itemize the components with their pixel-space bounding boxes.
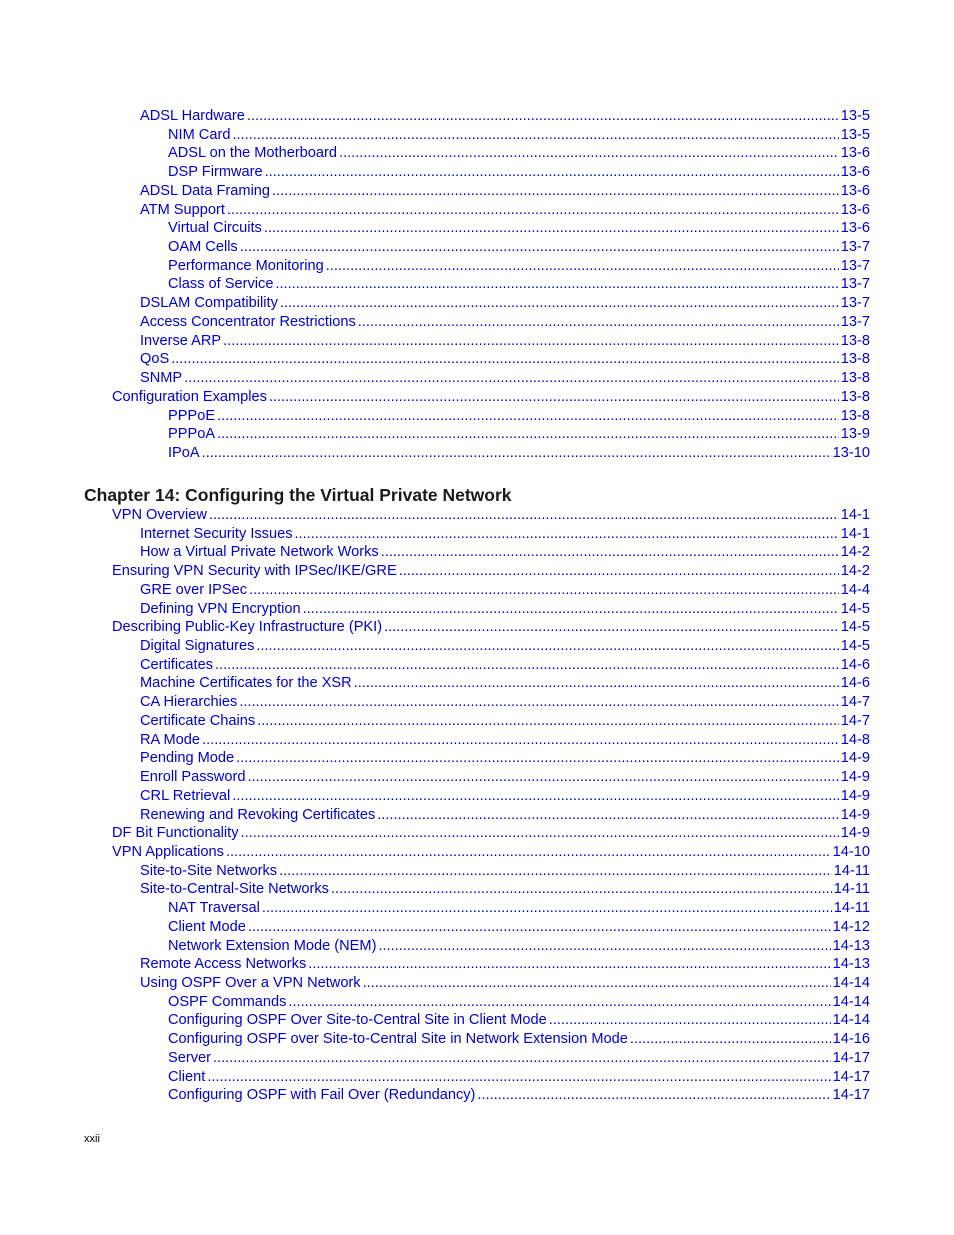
- toc-entry-title: Access Concentrator Restrictions: [140, 313, 356, 330]
- toc-entry-page: 14-14: [832, 993, 870, 1010]
- toc-entry-title: Pending Mode: [140, 750, 235, 767]
- toc-entry-title: Class of Service: [168, 276, 274, 293]
- toc-entry-title: DF Bit Functionality: [112, 825, 239, 842]
- toc-entry-page: 14-8: [840, 731, 870, 748]
- toc-entry[interactable]: [168, 163, 870, 182]
- toc-entry[interactable]: [140, 880, 870, 899]
- toc-entry[interactable]: [168, 1086, 870, 1105]
- toc-entry-page: 13-8: [840, 351, 870, 368]
- toc-entry[interactable]: [168, 993, 870, 1012]
- toc-entry-page: 14-6: [840, 656, 870, 673]
- toc-entry-title: Using OSPF Over a VPN Network: [140, 975, 361, 991]
- dot-leader: [217, 407, 839, 426]
- dot-leader: [630, 1030, 831, 1049]
- toc-entry[interactable]: [140, 107, 870, 126]
- toc-entry-title: Inverse ARP: [140, 332, 222, 349]
- toc-entry[interactable]: [140, 974, 870, 993]
- toc-entry-title: Remote Access Networks: [140, 956, 307, 973]
- toc-entry[interactable]: [112, 843, 870, 862]
- toc-entry-title: Network Extension Mode (NEM): [168, 937, 377, 954]
- toc-entry[interactable]: [140, 525, 870, 544]
- toc-entry-title: Configuration Examples: [112, 388, 267, 405]
- dot-leader: [265, 163, 839, 182]
- dot-leader: [232, 787, 838, 806]
- toc-entry-title: OSPF Commands: [168, 993, 287, 1010]
- dot-leader: [184, 369, 839, 388]
- toc-entry-page: 13-6: [840, 164, 870, 181]
- dot-leader: [213, 1049, 831, 1068]
- toc-entry[interactable]: [168, 275, 870, 294]
- toc-entry-page: 14-2: [840, 544, 870, 561]
- toc-entry-title: How a Virtual Private Network Works: [140, 544, 379, 561]
- dot-leader: [280, 294, 839, 313]
- toc-entry-title: Defining VPN Encryption: [140, 600, 301, 617]
- toc-entry-title: CRL Retrieval: [140, 787, 231, 804]
- dot-leader: [384, 618, 839, 637]
- dot-leader: [217, 425, 839, 444]
- toc-entry[interactable]: [140, 768, 870, 787]
- dot-leader: [275, 275, 838, 294]
- toc-entry-title: Renewing and Revoking Certificates: [140, 806, 376, 823]
- toc-entry-title: DSP Firmware: [168, 164, 263, 181]
- toc-entry-title: ADSL on the Motherboard: [168, 145, 338, 162]
- toc-entry[interactable]: [140, 955, 870, 974]
- toc-entry-page: 13-5: [840, 108, 870, 124]
- toc-entry-title: PPPoE: [168, 407, 216, 424]
- dot-leader: [249, 581, 839, 600]
- dot-leader: [279, 862, 832, 881]
- toc-entry-title: Machine Certificates for the XSR: [140, 675, 352, 692]
- toc-entry[interactable]: [140, 543, 870, 562]
- toc-entry-title: Client Mode: [168, 918, 246, 935]
- toc-entry[interactable]: [168, 257, 870, 276]
- dot-leader: [358, 313, 839, 332]
- toc-entry-page: 13-8: [840, 332, 870, 349]
- toc-entry[interactable]: [168, 918, 870, 937]
- toc-entry[interactable]: [140, 350, 870, 369]
- toc-entry[interactable]: [140, 862, 870, 881]
- toc-entry-page: 13-6: [840, 145, 870, 162]
- toc-entry-title: Performance Monitoring: [168, 257, 324, 274]
- toc-entry-title: Enroll Password: [140, 769, 246, 786]
- toc-entry[interactable]: [140, 674, 870, 693]
- toc-entry-title: CA Hierarchies: [140, 694, 238, 711]
- chapter-heading: Chapter 14: Configuring the Virtual Private Network: [84, 485, 512, 505]
- dot-leader: [477, 1086, 830, 1105]
- toc-entry[interactable]: [168, 444, 870, 463]
- dot-leader: [303, 600, 839, 619]
- toc-entry[interactable]: [140, 332, 870, 351]
- toc-entry-title: RA Mode: [140, 731, 201, 748]
- toc-entry-page: 14-9: [840, 750, 870, 767]
- dot-leader: [223, 332, 839, 351]
- toc-entry[interactable]: [168, 238, 870, 257]
- toc-entry[interactable]: [140, 693, 870, 712]
- toc-entry-title: SNMP: [140, 370, 183, 387]
- toc-entry-page: 13-5: [840, 126, 870, 143]
- toc-entry-page: 14-17: [832, 1087, 870, 1104]
- toc-entry[interactable]: [112, 388, 870, 407]
- toc-entry-page: 13-6: [840, 201, 870, 218]
- toc-entry[interactable]: [168, 1011, 870, 1030]
- toc-entry[interactable]: [168, 1030, 870, 1049]
- toc-entry[interactable]: [140, 294, 870, 313]
- toc-entry-page: 14-9: [840, 806, 870, 823]
- toc-entry-page: 14-9: [840, 825, 870, 842]
- toc-entry-title: VPN Applications: [112, 843, 224, 860]
- toc-entry[interactable]: [140, 749, 870, 768]
- toc-entry-page: 14-2: [840, 563, 870, 580]
- toc-entry[interactable]: [140, 712, 870, 731]
- dot-leader: [207, 1068, 830, 1087]
- toc-entry[interactable]: [168, 899, 870, 918]
- dot-leader: [377, 806, 839, 825]
- dot-leader: [171, 350, 839, 369]
- toc-entry-page: 13-10: [832, 444, 870, 461]
- toc-entry-page: 14-4: [840, 581, 870, 598]
- toc-entry-title: OAM Cells: [168, 239, 238, 256]
- toc-entry[interactable]: [140, 369, 870, 388]
- dot-leader: [247, 768, 838, 787]
- toc-entry-title: DSLAM Compatibility: [140, 295, 278, 312]
- toc-entry-title: Ensuring VPN Security with IPSec/IKE/GRE: [112, 563, 397, 580]
- dot-leader: [227, 201, 839, 220]
- toc-entry[interactable]: [140, 201, 870, 220]
- dot-leader: [202, 444, 831, 463]
- toc-entry[interactable]: [112, 824, 870, 843]
- dot-leader: [226, 843, 831, 862]
- dot-leader: [264, 219, 839, 238]
- dot-leader: [381, 543, 839, 562]
- toc-entry-page: 14-9: [840, 787, 870, 804]
- toc-entry-title: Describing Public-Key Infrastructure (PKI): [112, 619, 383, 636]
- toc-entry-title: ADSL Data Framing: [140, 182, 271, 199]
- toc-entry[interactable]: [140, 600, 870, 619]
- toc-entry-title: ATM Support: [140, 201, 225, 218]
- toc-entry-page: 13-8: [840, 407, 870, 424]
- toc-entry-title: Site-to-Site Networks: [140, 862, 278, 879]
- dot-leader: [363, 974, 831, 993]
- toc-entry-page: 14-11: [833, 862, 870, 879]
- dot-leader: [236, 749, 839, 768]
- toc-entry-page: 13-7: [840, 276, 870, 293]
- dot-leader: [202, 731, 839, 750]
- toc-entry-title: Certificate Chains: [140, 712, 256, 729]
- toc-entry-page: 14-1: [840, 507, 870, 523]
- toc-entry[interactable]: [168, 1068, 870, 1087]
- toc-entry-page: 14-10: [832, 843, 870, 860]
- dot-leader: [308, 955, 830, 974]
- toc-entry-title: Configuring OSPF over Site-to-Central Site in Network Extension Mode: [168, 1031, 628, 1048]
- toc-entry-page: 14-5: [840, 638, 870, 655]
- toc-entry-title: Server: [168, 1049, 211, 1066]
- toc-entry-title: Configuring OSPF with Fail Over (Redundancy): [168, 1087, 476, 1104]
- dot-leader: [331, 880, 832, 899]
- toc-entry-page: 14-13: [832, 956, 870, 973]
- dot-leader: [215, 656, 839, 675]
- toc-entry[interactable]: [168, 1049, 870, 1068]
- toc-entry-page: 14-9: [840, 769, 870, 786]
- dot-leader: [272, 182, 839, 201]
- toc-entry-page: 14-1: [840, 525, 870, 542]
- toc-entry-page: 14-14: [832, 1012, 870, 1029]
- toc-entry-page: 14-5: [840, 600, 870, 617]
- toc-entry-page: 13-9: [840, 426, 870, 443]
- toc-entry-title: PPPoA: [168, 426, 216, 443]
- toc-entry-page: 14-6: [840, 675, 870, 692]
- toc-entry[interactable]: [168, 937, 870, 956]
- toc-entry[interactable]: [140, 656, 870, 675]
- toc-entry-title: Digital Signatures: [140, 638, 255, 655]
- toc-entry-title: Configuring OSPF Over Site-to-Central Site in Client Mode: [168, 1012, 547, 1029]
- dot-leader: [256, 637, 838, 656]
- toc-entry-page: 14-11: [833, 881, 870, 898]
- toc-entry-page: 13-7: [840, 295, 870, 312]
- toc-entry[interactable]: [168, 219, 870, 238]
- dot-leader: [239, 693, 838, 712]
- toc-entry[interactable]: [112, 506, 870, 525]
- toc-entry[interactable]: [140, 581, 870, 600]
- dot-leader: [247, 107, 839, 126]
- dot-leader: [262, 899, 832, 918]
- toc-entry-title: ADSL Hardware: [140, 108, 245, 124]
- dot-leader: [257, 712, 839, 731]
- dot-leader: [354, 674, 839, 693]
- toc-entry[interactable]: [140, 637, 870, 656]
- dot-leader: [399, 562, 839, 581]
- toc-entry-page: 13-7: [840, 313, 870, 330]
- toc-entry-page: 13-8: [840, 370, 870, 387]
- toc-entry-title: VPN Overview: [112, 507, 207, 523]
- toc-entry-page: 14-16: [832, 1031, 870, 1048]
- dot-leader: [248, 918, 831, 937]
- toc-entry[interactable]: [112, 562, 870, 581]
- toc-entry[interactable]: [168, 126, 870, 145]
- toc-entry-title: NAT Traversal: [168, 900, 260, 917]
- dot-leader: [378, 937, 830, 956]
- toc-entry-page: 13-7: [840, 257, 870, 274]
- toc-entry[interactable]: [168, 144, 870, 163]
- toc-entry-page: 14-11: [833, 900, 870, 917]
- dot-leader: [232, 126, 838, 145]
- toc-entry-page: 14-7: [840, 694, 870, 711]
- toc-entry[interactable]: [140, 731, 870, 750]
- toc-entry-page: 13-6: [840, 220, 870, 237]
- toc-entry-page: 13-7: [840, 239, 870, 256]
- dot-leader: [209, 506, 839, 525]
- dot-leader: [295, 525, 839, 544]
- toc-entry[interactable]: [168, 425, 870, 444]
- toc-entry[interactable]: [140, 313, 870, 332]
- dot-leader: [326, 257, 839, 276]
- dot-leader: [549, 1011, 831, 1030]
- dot-leader: [269, 388, 839, 407]
- toc-entry[interactable]: [140, 806, 870, 825]
- toc-entry[interactable]: [140, 787, 870, 806]
- toc-entry-title: IPoA: [168, 444, 200, 461]
- dot-leader: [288, 993, 830, 1012]
- toc-entry-page: 14-17: [832, 1068, 870, 1085]
- toc-entry-page: 13-8: [840, 388, 870, 405]
- toc-entry-page: 14-7: [840, 712, 870, 729]
- toc-entry-title: Certificates: [140, 656, 213, 673]
- toc-entry-title: Internet Security Issues: [140, 525, 293, 542]
- page-number: xxii: [84, 1133, 100, 1145]
- toc-entry-page: 14-12: [832, 918, 870, 935]
- toc-entry-title: GRE over IPSec: [140, 581, 248, 598]
- toc-entry-page: 14-5: [840, 619, 870, 636]
- toc-entry-page: 14-14: [832, 975, 870, 991]
- toc-entry-page: 14-13: [832, 937, 870, 954]
- dot-leader: [241, 824, 839, 843]
- toc-entry-page: 14-17: [832, 1049, 870, 1066]
- dot-leader: [339, 144, 839, 163]
- toc-entry-title: NIM Card: [168, 126, 231, 143]
- toc-entry[interactable]: [140, 182, 870, 201]
- toc-entry[interactable]: [112, 618, 870, 637]
- toc-entry[interactable]: [168, 407, 870, 426]
- toc-entry-title: Client: [168, 1068, 206, 1085]
- toc-entry-page: 13-6: [840, 182, 870, 199]
- toc-entry-title: QoS: [140, 351, 170, 368]
- toc-entry-title: Site-to-Central-Site Networks: [140, 881, 329, 898]
- toc-entry-title: Virtual Circuits: [168, 220, 262, 237]
- dot-leader: [240, 238, 839, 257]
